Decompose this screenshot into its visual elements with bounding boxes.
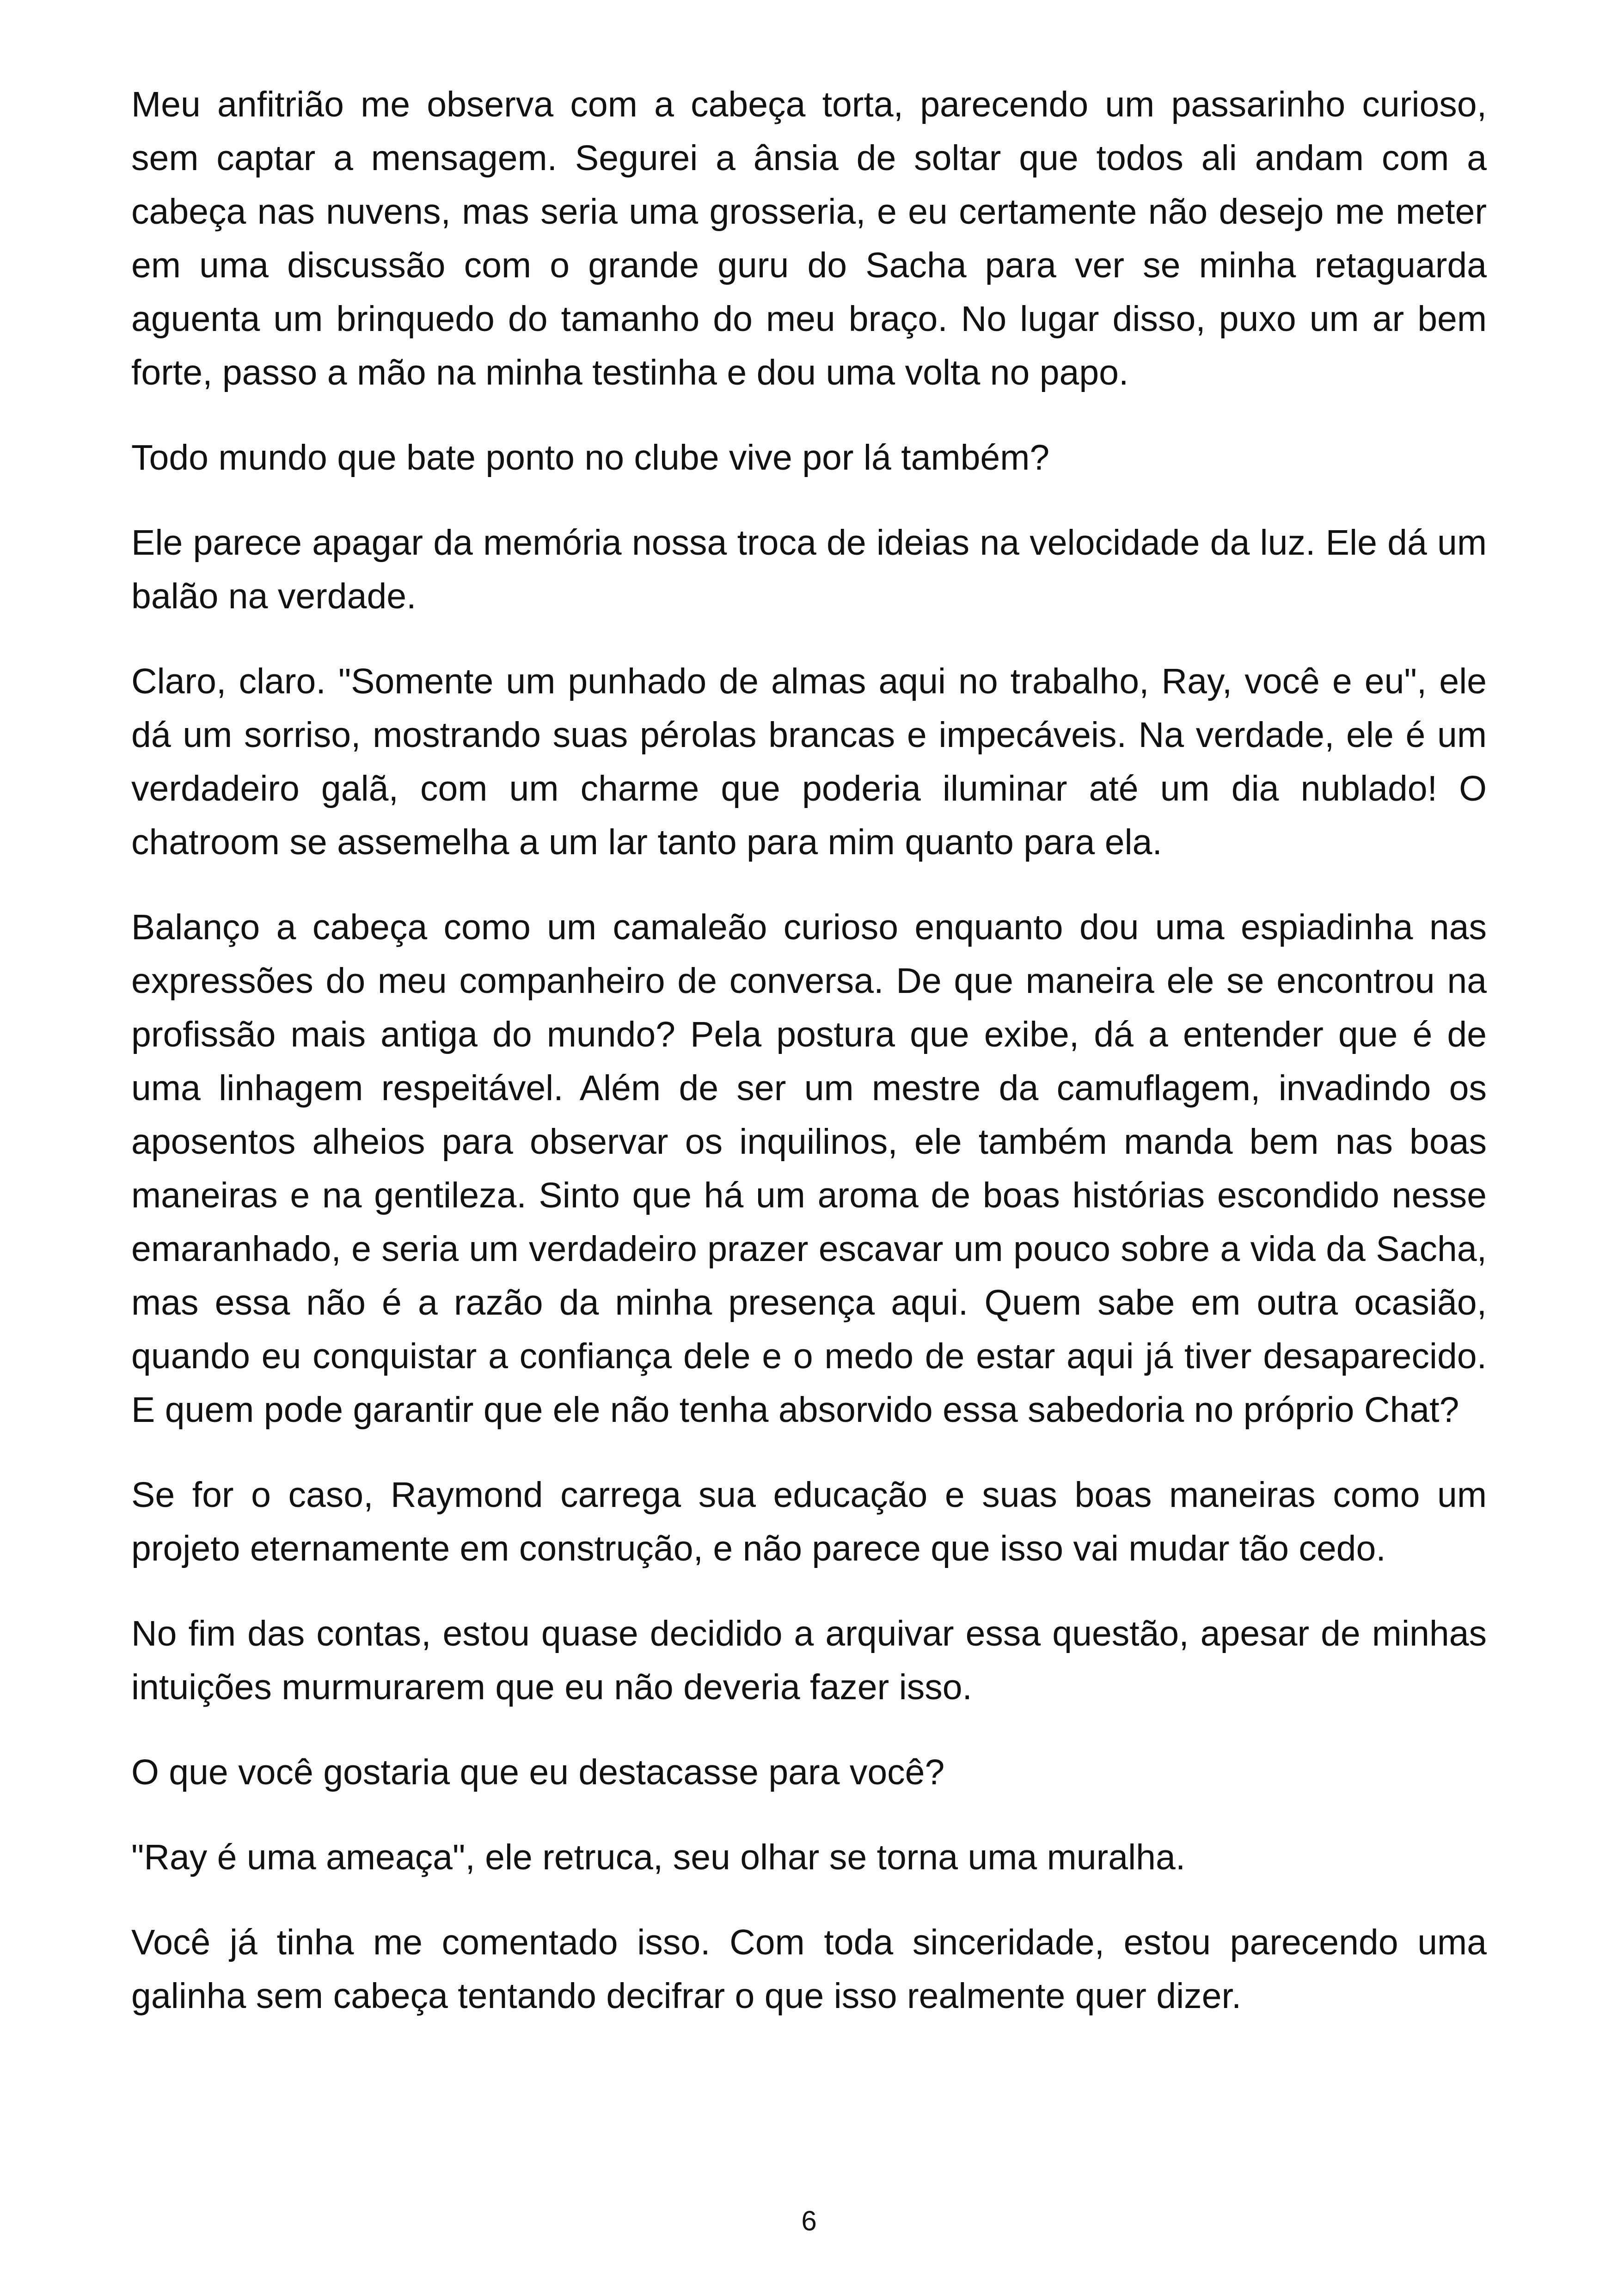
paragraph-8: O que você gostaria que eu destacasse para você? bbox=[131, 1752, 945, 1792]
text-body bbox=[131, 78, 1487, 2054]
paragraph-5: Balanço a cabeça como um camaleão curioso enquanto dou uma espiadinha nas expressões do meu companheiro de conversa. De que maneira ele se encontrou na profissão mais antiga do mundo? Pela postura que exibe, dá a entender que é de uma linhagem respeitável. Além de ser um mestre da camuflagem, invadindo os aposentos alheios para observar os inquilinos, ele também manda bem nas boas maneiras e na gentileza. Sinto que há um aroma de boas histórias escondido nesse emaranhado, e seria um verdadeiro prazer escavar um pouco sobre a vida da Sacha, mas essa não é a razão da minha presença aqui. Quem sabe em outra ocasião, quando eu conquistar a confiança dele e o medo de estar aqui já tiver desaparecido. E quem pode garantir que ele não tenha absorvido essa sabedoria no próprio Chat? bbox=[131, 907, 1487, 1430]
paragraph-6: Se for o caso, Raymond carrega sua educação e suas boas maneiras como um projeto eternamente em construção, e não parece que isso vai mudar tão cedo. bbox=[131, 1475, 1487, 1568]
page-number: 6 bbox=[801, 2205, 817, 2236]
paragraph-10: Você já tinha me comentado isso. Com toda sinceridade, estou parecendo uma galinha sem cabeça tentando decifrar o que isso realmente quer dizer. bbox=[131, 1923, 1487, 2016]
paragraph-2: Todo mundo que bate ponto no clube vive por lá também? bbox=[131, 438, 1050, 478]
paragraph-1: Meu anfitrião me observa com a cabeça torta, parecendo um passarinho curioso, sem captar a mensagem. Segurei a ânsia de soltar que todos ali andam com a cabeça nas nuvens, mas seria uma grosseria, e eu certamente não desejo me meter em uma discussão com o grande guru do Sacha para ver se minha retaguarda aguenta um brinquedo do tamanho do meu braço. No lugar disso, puxo um ar bem forte, passo a mão na minha testinha e dou uma volta no papo. bbox=[131, 85, 1487, 392]
paragraph-9: "Ray é uma ameaça", ele retruca, seu olhar se torna uma muralha. bbox=[131, 1837, 1186, 1877]
paragraph-4: Claro, claro. "Somente um punhado de almas aqui no trabalho, Ray, você e eu", ele dá um sorriso, mostrando suas pérolas brancas e impecáveis. Na verdade, ele é um verdadeiro galã, com um charme que poderia iluminar até um dia nublado! O chatroom se assemelha a um lar tanto para mim quanto para ela. bbox=[131, 661, 1487, 862]
paragraph-3: Ele parece apagar da memória nossa troca de ideias na velocidade da luz. Ele dá um balão na verdade. bbox=[131, 523, 1487, 616]
paragraph-7: No fim das contas, estou quase decidido a arquivar essa questão, apesar de minhas intuições murmurarem que eu não deveria fazer isso. bbox=[131, 1614, 1487, 1707]
